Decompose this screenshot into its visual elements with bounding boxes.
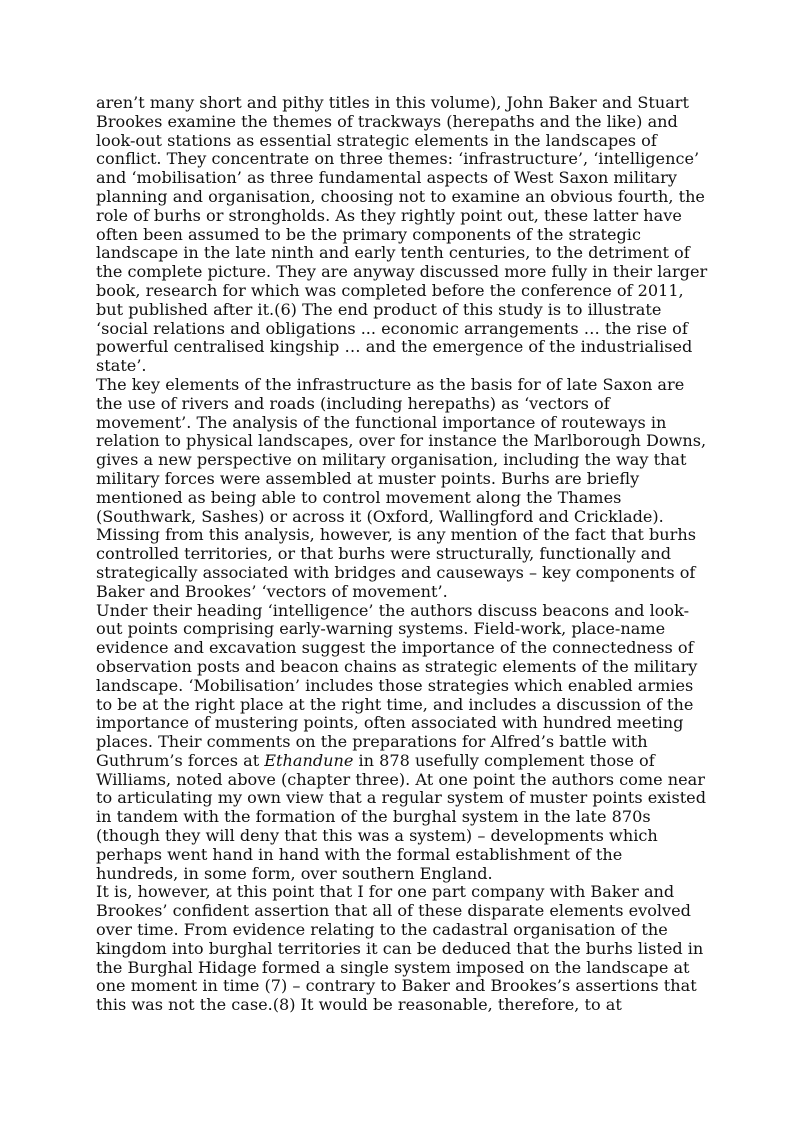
italic-place-name: Ethandune xyxy=(264,750,354,770)
paragraph-infrastructure xyxy=(96,376,708,602)
paragraph-text: It is, however, at this point that I for one part company with Baker and Brookes’ confident assertion that all of these disparate elements evolved over time. From evidence relating to the cadastral organisation of the kingdom into burghal territories it can be deduced that the burhs listed in the Burghal Hidage formed a single system imposed on the landscape at one moment in time (7) – contrary to Baker and Brookes’s assertions that this was not the case.(8) It would be reasonable, therefore, to at xyxy=(96,882,704,1015)
paragraph-text: in 878 usefully complement those of Williams, noted above (chapter three). At one point the authors come near to articulating my own view that a regular system of muster points existed in tandem with the formation of the burghal system in the late 870s (though they will deny that this was a system) – developments which perhaps went hand in hand with the formal establishment of the hundreds, in some form, over southern England. xyxy=(96,750,706,883)
paragraph-text: aren’t many short and pithy titles in this volume), John Baker and Stuart Brookes examine the themes of trackways (herepaths and the like) and look-out stations as essential strategic elements in the landscapes of conflict. They concentrate on three themes: ‘infrastructure’, ‘intelligence’ and ‘mobilisation’ as three fundamental aspects of West Saxon military planning and organisation, choosing not to examine an obvious fourth, the role of burhs or strongholds. As they rightly point out, these latter have often been assumed to be the primary components of the strategic landscape in the late ninth and early tenth centuries, to the detriment of the complete picture. They are anyway discussed more fully in their larger book, research for which was completed before the conference of 2011, but published after it.(6) The end product of this study is to illustrate ‘social relations and obligations ... economic arrangements … the rise of powerful centralised kingship … and the emergence of the industrialised state’. xyxy=(96,93,708,376)
paragraph-trackways xyxy=(96,94,708,376)
paragraph-text: Under their heading ‘intelligence’ the authors discuss beacons and look-out points comprising early-warning systems. Field-work, place-name evidence and excavation suggest the importance of the connectedness of observation posts and beacon chains as strategic elements of the military landscape. ‘Mobilisation’ includes those strategies which enabled armies to be at the right place at the right time, and includes a discussion of the importance of mustering points, often associated with hundred meeting places. Their comments on the preparations for Alfred’s battle with Guthrum’s forces at xyxy=(96,600,698,770)
document-body xyxy=(96,94,708,1015)
paragraph-text: The key elements of the infrastructure as the basis for of late Saxon are the use of rivers and roads (including herepaths) as ‘vectors of movement’. The analysis of the functional importance of routeways in relation to physical landscapes, over for instance the Marlborough Downs, gives a new perspective on military organisation, including the way that military forces were assembled at muster points. Burhs are briefly mentioned as being able to control movement along the Thames (Southwark, Sashes) or across it (Oxford, Wallingford and Cricklade). Missing from this analysis, however, is any mention of the fact that burhs controlled territories, or that burhs were structurally, functionally and strategically associated with bridges and causeways – key components of Baker and Brookes’ ‘vectors of movement’. xyxy=(96,374,707,601)
paragraph-intelligence xyxy=(96,602,708,884)
paragraph-muster-system xyxy=(96,883,708,1015)
